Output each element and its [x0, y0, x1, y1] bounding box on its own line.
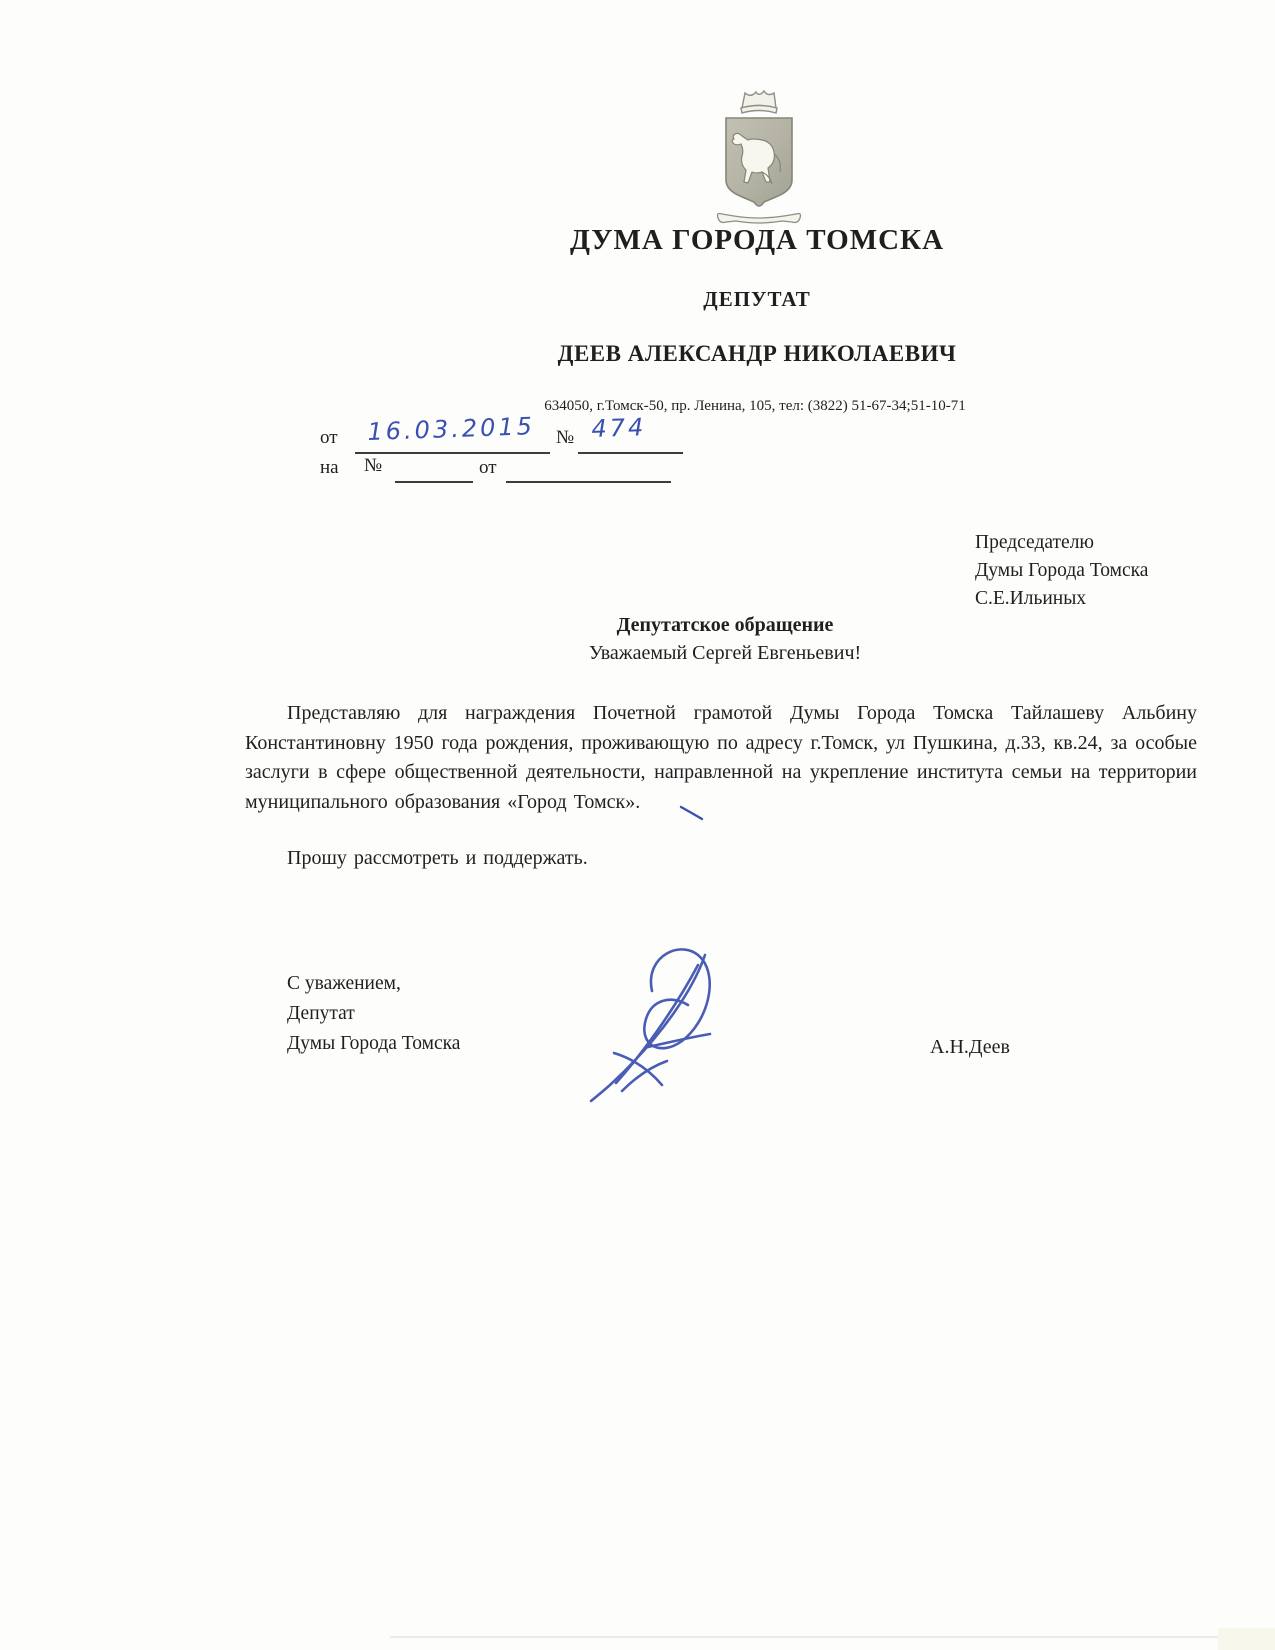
deputy-name: ДЕЕВ АЛЕКСАНДР НИКОЛАЕВИЧ: [557, 341, 957, 366]
closing-phrase: С уважением,: [287, 973, 401, 994]
signer-title-1: Депутат: [287, 1003, 355, 1024]
incoming-number-blank: [395, 481, 473, 483]
incoming-na-label: на: [320, 457, 339, 478]
body-paragraph-2: Прошу рассмотреть и поддержать.: [287, 847, 588, 869]
scan-artifact-corner: [1218, 1628, 1275, 1650]
scan-artifact-line: [390, 1636, 1275, 1638]
signer-name: А.Н.Деев: [930, 1036, 1010, 1058]
recipient-block: [975, 529, 1235, 613]
signer-title-2: Думы Города Томска: [287, 1033, 461, 1054]
body-paragraph-1: Представляю для награждения Почетной грамотой Думы Города Томска Тайлашеву Альбину Константиновну 1950 года рождения, проживающую по адресу г.Томск, ул Пушкина, д.33, кв.24, за особые заслуги в сфере общественной деятельности, направленной на укрепление института семьи на территории муниципального образования «Город Томск».: [245, 702, 1197, 813]
outgoing-date-underline: [355, 452, 550, 454]
incoming-date-blank: [506, 481, 671, 483]
incoming-number-label: №: [364, 455, 383, 476]
recipient-organization: Думы Города Томска: [975, 560, 1149, 581]
recipient-position: Председателю: [975, 532, 1094, 553]
outgoing-number-handwritten: 474: [591, 413, 647, 443]
salutation-line: Уважаемый Сергей Евгеньевич!: [588, 642, 862, 664]
blue-pen-tick-mark: [678, 804, 708, 824]
handwritten-signature: [552, 933, 767, 1113]
contact-address-line: 634050, г.Томск-50, пр. Ленина, 105, тел: (3822) 51-67-34;51-10-71: [544, 398, 966, 414]
deputy-label: ДЕПУТАТ: [703, 287, 811, 311]
incoming-date-label: от: [479, 457, 497, 478]
outgoing-date-label: от: [320, 427, 338, 448]
recipient-name: С.Е.Ильиных: [975, 588, 1087, 609]
outgoing-number-underline: [578, 452, 683, 454]
tomsk-coat-of-arms-icon: [698, 84, 820, 236]
organization-title: ДУМА ГОРОДА ТОМСКА: [569, 224, 945, 256]
outgoing-number-label: №: [556, 427, 575, 448]
closing-block: [287, 969, 587, 1059]
document-subject: Депутатское обращение: [616, 614, 834, 636]
outgoing-date-handwritten: 16.03.2015: [367, 412, 536, 446]
